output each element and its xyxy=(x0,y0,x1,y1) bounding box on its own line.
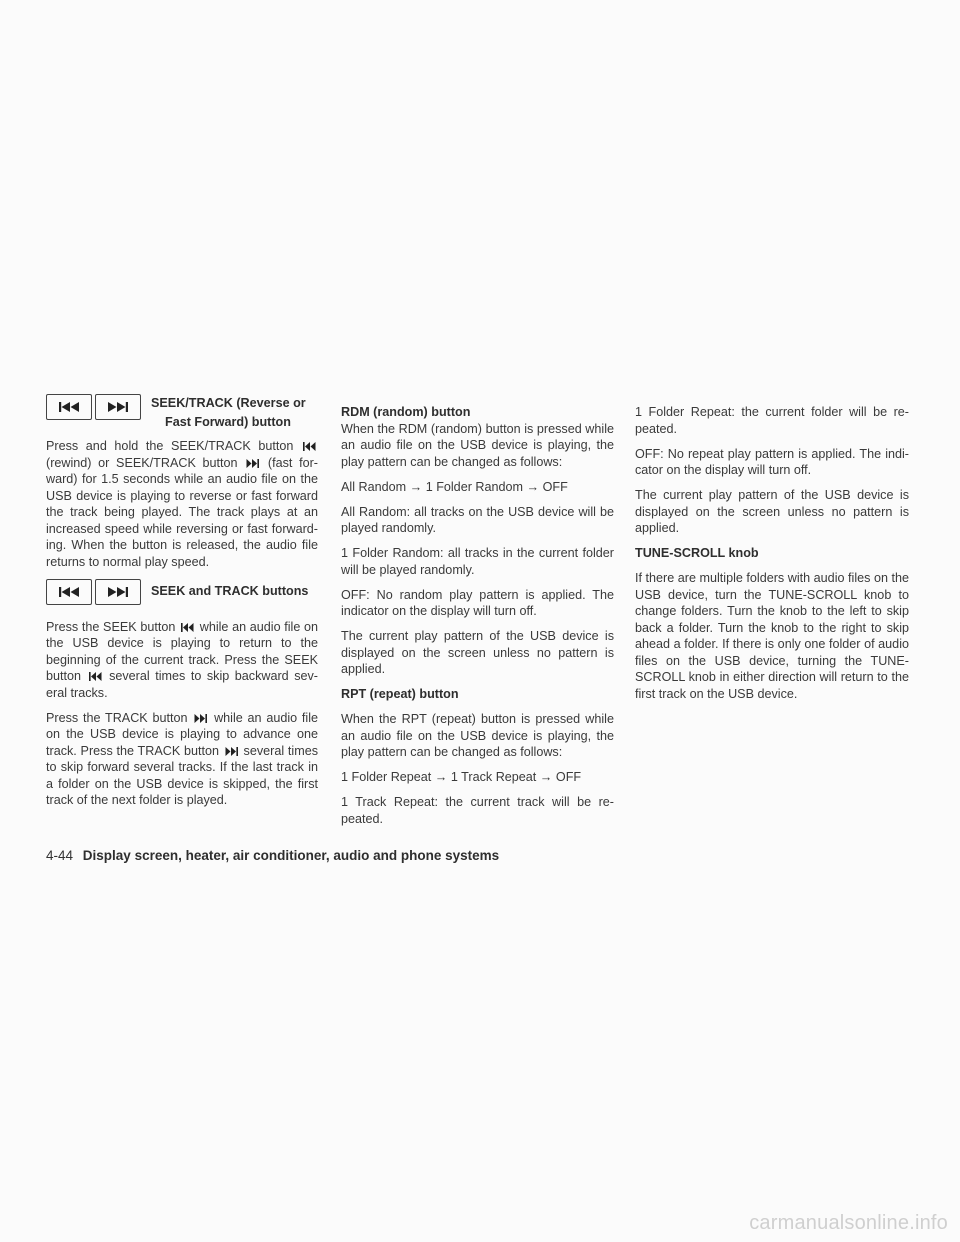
rdm-paragraph-1: When the RDM (random) button is pressed while an audio file on the USB device is playing, the play pattern can be changed as follows: xyxy=(341,421,614,469)
rpt-heading: RPT (repeat) button xyxy=(341,687,459,701)
rdm-paragraph-2: All Random: all tracks on the USB device will be played randomly. xyxy=(341,504,614,535)
skip-back-icon xyxy=(58,401,80,413)
rpt-paragraph-5: The current play pattern of the USB device is displayed on the screen unless no pattern is applied. xyxy=(635,488,909,535)
seek-and-track-button-pair xyxy=(46,579,141,605)
page-footer xyxy=(46,848,499,863)
watermark: carmanualsonline.info xyxy=(749,1212,948,1234)
rpt-sequence: 1 Folder Repeat → 1 Track Repeat → OFF xyxy=(341,770,582,784)
skip-back-icon xyxy=(303,442,316,451)
rdm-paragraph-4: OFF: No random play pattern is applied. The indicator on the display will turn off. xyxy=(341,587,614,618)
seek-track-title xyxy=(151,394,306,432)
seek-track-button-pair xyxy=(46,394,141,420)
tune-scroll-heading: TUNE-SCROLL knob xyxy=(635,546,759,560)
rpt-paragraph-1: When the RPT (repeat) button is pressed while an audio file on the USB device is playing, the play pattern can be changed as follows: xyxy=(341,712,614,759)
rdm-paragraph-3: 1 Folder Random: all tracks in the current folder will be played randomly. xyxy=(341,546,614,577)
rpt-paragraph-4: OFF: No repeat play pattern is applied. The indi-cator on the display will turn off. xyxy=(635,446,909,477)
seek-button-illustration xyxy=(46,579,92,605)
seek-button-illustration xyxy=(46,394,92,420)
column-right xyxy=(635,394,909,711)
seek-paragraph: Press the SEEK button while an audio file on the USB device is playing to return to the beginning of the current track. Press the SEEK button several times to skip backward sev-eral tracks. xyxy=(46,619,319,700)
section-title: Display screen, heater, air conditioner, audio and phone systems xyxy=(82,848,500,863)
track-paragraph: Press the TRACK button while an audio file on the USB device is playing to advance one track. Press the TRACK button several times to skip forward several tracks. If the last track in a folder on the USB device is skipped, the first track of the next folder is played. xyxy=(46,710,319,807)
track-button-illustration xyxy=(95,579,141,605)
column-middle xyxy=(341,394,614,836)
skip-forward-icon xyxy=(194,714,207,723)
seek-and-track-title: SEEK and TRACK buttons xyxy=(151,583,309,598)
seek-track-heading-row xyxy=(46,394,318,432)
rpt-paragraph-2: 1 Track Repeat: the current track will be re-peated. xyxy=(341,795,614,826)
skip-forward-icon xyxy=(246,459,259,468)
skip-back-icon xyxy=(181,623,194,632)
skip-forward-icon xyxy=(225,747,238,756)
skip-forward-icon xyxy=(107,586,129,598)
rdm-sequence: All Random → 1 Folder Random → OFF xyxy=(341,479,568,494)
seek-track-title-line1: SEEK/TRACK (Reverse or xyxy=(151,396,306,410)
rdm-paragraph-5: The current play pattern of the USB device is displayed on the screen unless no pattern is applied. xyxy=(341,629,614,676)
seek-track-paragraph: Press and hold the SEEK/TRACK button (rewind) or SEEK/TRACK button (fast for-ward) for 1.5 seconds while an audio file on the USB device is playing to reverse or fast forward the track being played. The track plays at an increased speed while reversing or fast forward-ing. When the button is released, the audio file returns to normal play speed. xyxy=(46,439,318,569)
skip-back-icon xyxy=(58,586,80,598)
skip-back-icon xyxy=(89,672,102,681)
rdm-heading: RDM (random) button xyxy=(341,405,471,419)
page-number: 4-44 xyxy=(46,848,74,863)
seek-track-title-line2: Fast Forward) button xyxy=(165,415,291,429)
skip-forward-icon xyxy=(107,401,129,413)
tune-scroll-paragraph: If there are multiple folders with audio files on the USB device, turn the TUNE-SCROLL knob to change folders. Turn the knob to the left to skip back a folder. Turn the knob to the right to skip ahead a folder. If there is only one folder of audio files on the USB device, turning the TUNE-SCROLL knob in either direction will return to the first track on the USB device. xyxy=(635,571,909,701)
rpt-paragraph-3: 1 Folder Repeat: the current folder will be re-peated. xyxy=(635,405,909,436)
seek-and-track-heading-row xyxy=(46,579,318,605)
column-left xyxy=(46,394,318,817)
track-button-illustration xyxy=(95,394,141,420)
